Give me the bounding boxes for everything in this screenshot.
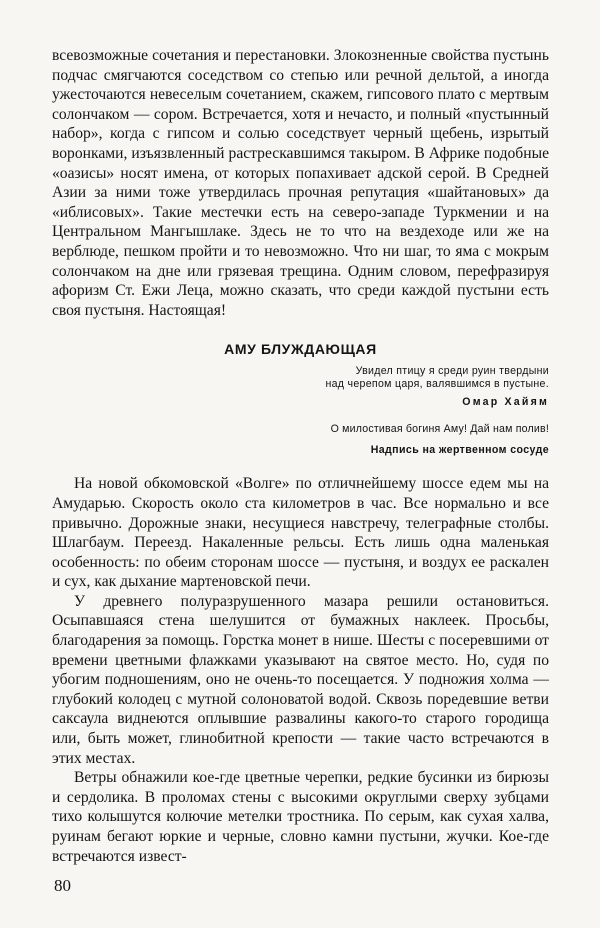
epigraph-line-1: Увидел птицу я среди руин твердыни xyxy=(355,365,549,378)
page-number: 80 xyxy=(54,876,71,895)
epigraph-inscription-source: Надпись на жертвенном сосуде xyxy=(370,444,549,457)
section-body xyxy=(52,474,549,866)
epigraph-block xyxy=(52,365,549,457)
page-content xyxy=(52,46,549,866)
body-paragraph-1: На новой обкомовской «Волге» по отличнейшему шоссе едем мы на Амударью. Скорость около ста километров в час. Все нормально и все привычно. Дорожные знаки, несущиеся навстречу, телеграфные столбы. Шлагбаум. Переезд. Накаленные рельсы. Есть лишь одна маленькая особенность: по обеим сторонам шоссе — пустыня, и воздух ее раскален и сух, как дыхание мартеновской печи. xyxy=(52,475,549,591)
epigraph-author: Омар Хайям xyxy=(462,396,549,409)
top-paragraph: всевозможные сочетания и перестановки. Злокозненные свойства пустынь подчас смягчаются соседством со степью или речной дельтой, а иногда ужесточаются невеселым сочетанием, скажем, гипсового плато с мертвым солончаком — сором. Встречается, хотя и нечасто, и полный «пустынный набор», когда с гипсом и солью соседствует черный щебень, изрытый воронками, изъязвленный растрескавшимся такыром. В Африке подобные «оазисы» носят имена, от которых попахивает адской серой. В Средней Азии за ними тоже утвердилась прочная репутация «шайтановых» да «иблисовых». Такие местечки есть на северо-западе Туркмении и на Центральном Мангышлаке. Здесь не то что на вездеходе или же на верблюде, пешком пройти и то невозможно. Что ни шаг, то яма с мокрым солончаком на дне или грязевая трещина. Одним словом, перефразируя афоризм Ст. Ежи Леца, можно сказать, что среди каждой пустыни есть своя пустыня. Настоящая! xyxy=(52,47,549,319)
body-paragraph-3: Ветры обнажили кое-где цветные черепки, редкие бусинки из бирюзы и сердолика. В проломах стены с высокими округлыми сверху зубцами тихо колышутся колючие метелки тростника. По серым, как сухая халва, руинам бегают юркие и черные, словно камни пустыни, жучки. Кое-где встречаются извест- xyxy=(52,769,549,865)
body-paragraph-2: У древнего полуразрушенного мазара решили остановиться. Осыпавшаяся стена шелушится от бумажных наклеек. Просьбы, благодарения за помощь. Горстка монет в нише. Шесты с посеревшими от времени цветными флажками указывают на святое место. Но, судя по убогим подношениям, оно не очень-то посещается. У подножия холма — глубокий колодец с мутной солоноватой водой. Сквозь поредевшие ветви саксаула виднеются оплывшие развалины какого-то старого городища или, быть может, глинобитной крепости — такие часто встречаются в этих местах. xyxy=(52,592,549,767)
epigraph-inscription: О милостивая богиня Аму! Дай нам полив! xyxy=(330,423,549,436)
section-title: АМУ БЛУЖДАЮЩАЯ xyxy=(224,341,377,358)
epigraph-line-2: над черепом царя, валявшимся в пустыне. xyxy=(325,378,549,391)
